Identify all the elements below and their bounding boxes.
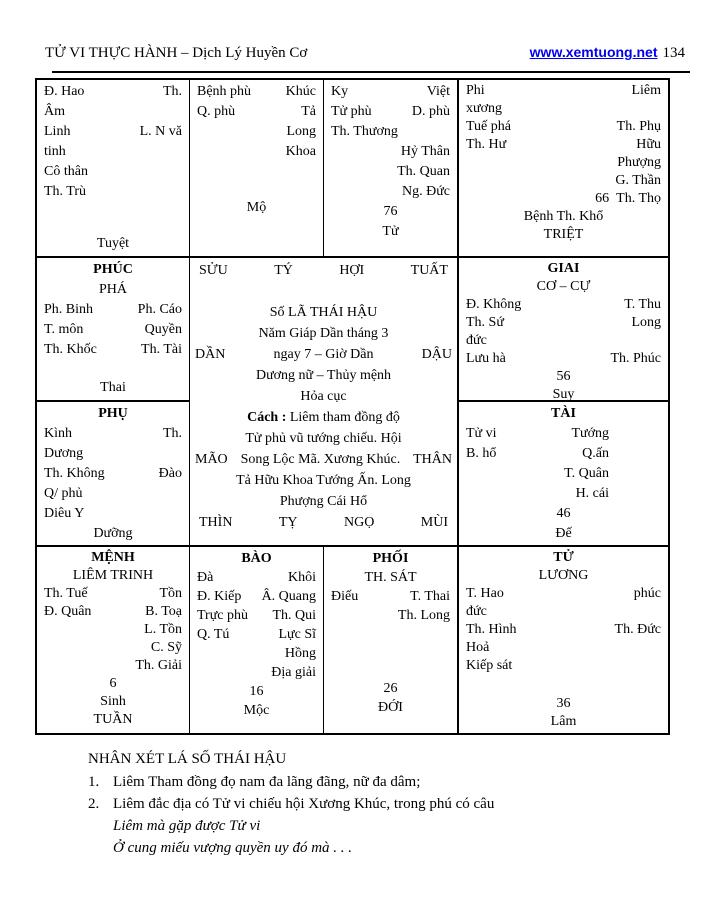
star-right: Khoa [285, 144, 316, 159]
star-line [44, 639, 182, 657]
star-line [44, 82, 182, 102]
star-right: Long [631, 315, 661, 330]
center-info-panel [190, 258, 459, 547]
branch-ty: TÝ [274, 263, 293, 278]
star-line [197, 606, 316, 625]
star-line: PHỤ [98, 406, 128, 421]
star-left: B. hổ [466, 446, 497, 461]
spacer [44, 360, 182, 378]
star-left: Tuế phá [466, 119, 511, 134]
remark-number: 2. [88, 796, 100, 812]
star-line [331, 142, 450, 162]
star-left: Diêu Y [44, 506, 85, 521]
star-left: Th. Tuế [44, 586, 88, 601]
star-right: Đào [158, 466, 182, 481]
star-left: Đ. Quân [44, 604, 92, 619]
star-line: Tử [382, 224, 399, 239]
website-link[interactable]: www.xemtuong.net [529, 44, 658, 60]
star-line [466, 621, 661, 639]
star-right: Khúc [285, 84, 316, 99]
branch-thin: THÌN [199, 515, 233, 530]
palace-phu [37, 402, 190, 547]
star-left: Đ. Không [466, 297, 522, 312]
star-left: đức [466, 333, 487, 348]
star-line: MỆNH [91, 550, 135, 565]
star-line [44, 585, 182, 603]
star-right: Phượng [617, 155, 661, 170]
star-line [44, 182, 182, 202]
page-number: 134 [662, 45, 685, 61]
star-line: TH. SÁT [364, 570, 417, 585]
star-line [44, 142, 182, 162]
star-line: Sinh [100, 694, 126, 709]
star-line [331, 587, 450, 606]
star-right: Th. Giải [135, 658, 182, 673]
star-line [44, 621, 182, 639]
star-line: PHÚC [93, 262, 133, 277]
star-left: Tử vi [466, 426, 497, 441]
star-left: xương [466, 101, 502, 116]
remark-quote-line: Liêm mà gặp được Tử vi [113, 818, 261, 834]
branch-dau: DẬU [421, 347, 452, 362]
star-line [331, 102, 450, 122]
star-line: TÀI [551, 406, 576, 421]
star-left: Tử phù [331, 104, 372, 119]
star-left: Linh [44, 124, 71, 139]
palace-giai [459, 258, 668, 402]
star-line [44, 484, 182, 504]
star-left: Đ. Hao [44, 84, 85, 99]
star-left: Th. Không [44, 466, 105, 481]
star-line: LƯƠNG [538, 568, 589, 583]
star-line [466, 484, 661, 504]
branch-than: THÂN [413, 452, 452, 467]
star-line [197, 568, 316, 587]
chart-year: Năm Giáp Dần tháng 3 [258, 326, 389, 341]
star-line [331, 182, 450, 202]
star-line: Tuyệt [96, 236, 130, 251]
star-left: Đ. Kiếp [197, 589, 242, 604]
star-line [331, 162, 450, 182]
star-left: T. môn [44, 322, 84, 337]
star-right: Ph. Cáo [137, 302, 182, 317]
star-left: Lưu hà [466, 351, 506, 366]
star-line [466, 585, 661, 603]
star-line [44, 300, 182, 320]
star-left: Th. Trù [44, 184, 87, 199]
palace-tu [459, 547, 668, 733]
star-left: Dương [44, 446, 84, 461]
star-left: Th. Khốc [44, 342, 97, 357]
remark-item [88, 793, 675, 815]
star-right: Th. Long [397, 608, 450, 623]
star-line [197, 644, 316, 663]
star-line [466, 172, 661, 190]
star-right: Địa giải [271, 665, 316, 680]
spacer [197, 162, 316, 198]
star-line [197, 587, 316, 606]
palace-tai [459, 402, 668, 547]
star-line [197, 102, 316, 122]
star-line: Đế [555, 526, 572, 541]
star-right: Tướng [571, 426, 609, 441]
star-line [44, 444, 182, 464]
star-left: Ph. Binh [44, 302, 94, 317]
palace-bao [190, 547, 324, 733]
star-right: phúc [633, 586, 661, 601]
star-line [197, 625, 316, 644]
chart-day: ngay 7 – Giờ Dần [273, 347, 374, 362]
star-right: 66 Th. Thọ [595, 191, 661, 206]
star-line [44, 657, 182, 675]
star-right: H. cái [575, 486, 609, 501]
star-line [331, 606, 450, 625]
star-line: 56 [556, 369, 571, 384]
star-right: Long [286, 124, 316, 139]
branch-dan: DẦN [195, 347, 226, 362]
star-line: 6 [109, 676, 117, 691]
chart-chieu: Tử phủ vũ tướng chiếu. Hội [245, 431, 402, 446]
star-right: T. Thu [624, 297, 661, 312]
star-right: Tồn [159, 586, 182, 601]
branch-tys: TỴ [278, 515, 298, 530]
star-right: Th. Phụ [616, 119, 661, 134]
star-left: Th. Thương [331, 124, 398, 139]
star-right: Khôi [288, 570, 316, 585]
star-line [44, 162, 182, 182]
star-left: Âm [44, 104, 65, 119]
star-line: Mộ [246, 200, 267, 215]
star-right: Th. Phúc [610, 351, 661, 366]
branch-mui: MÙI [420, 515, 448, 530]
star-right: Lực Sĩ [278, 627, 316, 642]
star-right: Việt [426, 84, 450, 99]
star-left: Cô thân [44, 164, 88, 179]
branch-row-top [195, 260, 452, 281]
spacer [44, 202, 182, 234]
remarks-section [88, 748, 675, 859]
star-line: PHỐI [372, 551, 409, 566]
star-line [466, 424, 661, 444]
star-left: T. Hao [466, 586, 504, 601]
spacer [331, 717, 450, 731]
star-line [44, 340, 182, 360]
palace-top-3 [324, 80, 459, 258]
star-line [466, 314, 661, 332]
star-line [466, 118, 661, 136]
star-line [197, 142, 316, 162]
star-line [466, 100, 661, 118]
chart-hoi-line: Song Lộc Mã. Xương Khúc. [240, 452, 401, 467]
star-left: Q. phù [197, 104, 236, 119]
star-right: Th. Đức [614, 622, 661, 637]
chart-phuong: Phượng Cái Hổ [279, 494, 368, 509]
star-line: Dưỡng [93, 526, 133, 541]
star-left: Đà [197, 570, 214, 585]
chart-summary [195, 302, 452, 512]
star-left: Hoả [466, 640, 490, 655]
star-right: L. Tồn [144, 622, 182, 637]
star-line: Lâm [550, 714, 577, 729]
star-right: Liêm [631, 83, 661, 98]
palace-menh [37, 547, 190, 733]
star-line [466, 464, 661, 484]
star-line [197, 82, 316, 102]
star-left: Trực phù [197, 608, 249, 623]
palace-phoi [324, 547, 459, 733]
star-left: Bệnh phù [197, 84, 252, 99]
chart-cuc: Hỏa cục [300, 389, 347, 404]
star-right: G. Thần [615, 173, 661, 188]
chart-title: Số LÃ THÁI HẬU [269, 305, 378, 320]
remark-item [88, 771, 675, 793]
star-line: 36 [556, 696, 571, 711]
header-divider [52, 71, 690, 73]
star-line: TUẦN [93, 712, 133, 727]
star-line [44, 424, 182, 444]
star-left: Q/ phủ [44, 486, 83, 501]
star-right: T. Quân [564, 466, 609, 481]
star-line [331, 122, 450, 142]
star-right: T. Thai [410, 589, 450, 604]
star-line: CƠ – CỰ [536, 279, 591, 294]
branch-row-bottom [195, 512, 452, 533]
star-right: Th. Quan [397, 164, 450, 179]
chart-gender: Dương nữ – Thủy mệnh [255, 368, 392, 383]
star-line: 76 [383, 204, 398, 219]
chart-ta-huu: Tả Hữu Khoa Tướng Ấn. Long [236, 473, 411, 488]
star-line [466, 603, 661, 621]
star-right: Tả [301, 104, 316, 119]
star-line [466, 154, 661, 172]
star-line [466, 332, 661, 350]
star-right: B. Toạ [145, 604, 182, 619]
star-line: Thai [100, 380, 126, 395]
star-right: Hữu [636, 137, 661, 152]
star-right: Th. [162, 84, 182, 99]
remark-number: 1. [88, 774, 100, 790]
star-line: ĐỚI [378, 700, 403, 715]
branch-hoi: HỢI [339, 263, 365, 278]
star-line [466, 350, 661, 368]
star-line: Bệnh Th. Khổ [523, 209, 604, 224]
star-line: BÀO [241, 551, 272, 566]
star-line: 16 [249, 684, 264, 699]
spacer [466, 675, 661, 695]
star-left: Ky [331, 84, 349, 99]
chart-cach: Cách : Liêm tham đồng độ [247, 410, 400, 425]
star-line: TỬ [553, 550, 574, 565]
star-line: PHÁ [98, 282, 127, 297]
book-title: TỬ VI THỰC HÀNH – Dịch Lý Huyền Cơ [45, 45, 308, 61]
star-line: 46 [556, 506, 571, 521]
star-line [44, 122, 182, 142]
page-header [45, 44, 685, 62]
star-line: 26 [383, 681, 398, 696]
star-line [466, 190, 661, 208]
star-right: Th. Tài [141, 342, 182, 357]
star-left: đức [466, 604, 487, 619]
star-line: LIÊM TRINH [72, 568, 154, 583]
palace-top-2 [190, 80, 324, 258]
tuvi-chart [35, 78, 670, 735]
star-left: Kình [44, 426, 72, 441]
star-line [466, 136, 661, 154]
star-line [197, 122, 316, 142]
star-right: Hỷ Thân [400, 144, 450, 159]
star-line: Suy [552, 387, 575, 402]
branch-ngo: NGỌ [343, 515, 375, 530]
star-right: Â. Quang [261, 589, 316, 604]
star-line [331, 82, 450, 102]
star-right: L. N vă [139, 124, 182, 139]
star-right: Q.ấn [582, 446, 609, 461]
star-left: Th. Hình [466, 622, 517, 637]
star-right: C. Sỹ [150, 640, 182, 655]
star-right: Hồng [284, 646, 316, 661]
star-left: Phi [466, 83, 485, 98]
star-line [466, 82, 661, 100]
star-left: tinh [44, 144, 66, 159]
remark-text: Liêm đắc địa có Tử vi chiếu hội Xương Khúc, trong phú có câu [113, 796, 495, 812]
star-line [197, 663, 316, 682]
star-line: Mộc [243, 703, 270, 718]
star-right: Quyền [144, 322, 182, 337]
palace-top-4 [459, 80, 668, 258]
star-line [44, 603, 182, 621]
star-left: Kiếp sát [466, 658, 513, 673]
star-line [466, 296, 661, 314]
star-left: Th. Hư [466, 137, 507, 152]
star-line [466, 444, 661, 464]
branch-mao: MÃO [195, 452, 228, 467]
star-right: Th. [162, 426, 182, 441]
remark-quote-line: Ở cung miếu vượng quyền uy đó mà . . . [113, 840, 353, 856]
branch-tuat: TUẤT [410, 263, 448, 278]
star-line [44, 504, 182, 524]
star-line [44, 320, 182, 340]
palace-top-1 [37, 80, 190, 258]
star-left: Th. Sứ [466, 315, 504, 330]
star-line [44, 102, 182, 122]
star-line [44, 464, 182, 484]
branch-suu: SỬU [199, 263, 228, 278]
star-right: Ng. Đức [401, 184, 450, 199]
spacer [331, 625, 450, 679]
star-right: Th. Qui [272, 608, 316, 623]
remarks-title: NHÂN XÉT LÁ SỐ THÁI HẬU [88, 751, 287, 767]
palace-phuc [37, 258, 190, 402]
star-line: TRIỆT [543, 227, 584, 242]
remark-text: Liêm Tham đồng đọ nam đa lãng đãng, nữ đa dâm; [113, 774, 421, 790]
star-line [466, 657, 661, 675]
star-line: GIAI [547, 261, 580, 276]
star-left: Điếu [331, 589, 359, 604]
star-right: D. phù [411, 104, 450, 119]
star-left: Q. Tú [197, 627, 230, 642]
star-line [466, 639, 661, 657]
